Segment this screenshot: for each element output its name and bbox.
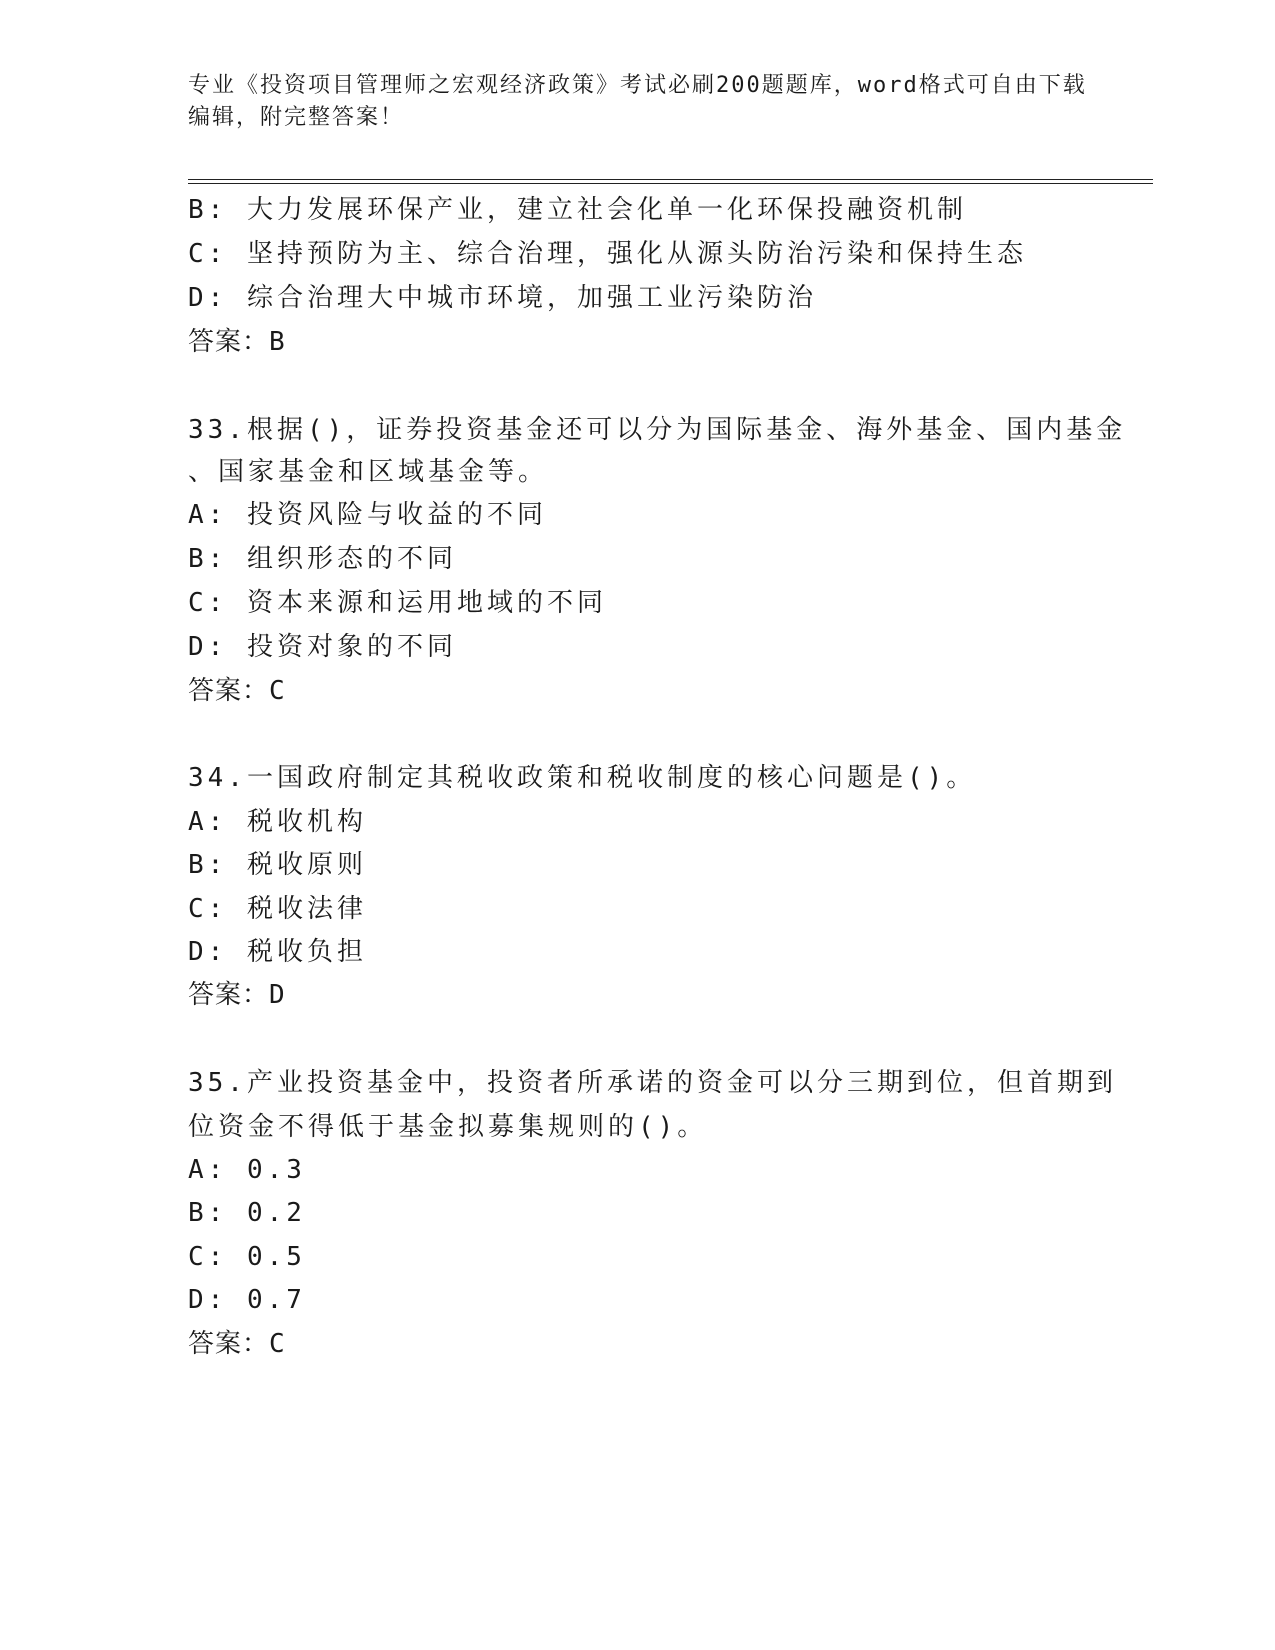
option-line: C: 坚持预防为主、综合治理，强化从源头防治污染和保持生态 [188, 239, 1027, 269]
option-line: D: 0.7 [188, 1285, 306, 1315]
option-line: D: 投资对象的不同 [188, 632, 457, 662]
option-line: C: 0.5 [188, 1242, 306, 1272]
question-line: 35.产业投资基金中，投资者所承诺的资金可以分三期到位，但首期到 [188, 1068, 1117, 1098]
option-line: D: 综合治理大中城市环境，加强工业污染防治 [188, 283, 817, 313]
question-line: 位资金不得低于基金拟募集规则的()。 [188, 1112, 708, 1142]
question-line: 33.根据()，证券投资基金还可以分为国际基金、海外基金、国内基金 [188, 415, 1127, 445]
header-rule-top [188, 179, 1153, 180]
option-line: B: 税收原则 [188, 850, 367, 880]
answer-line: 答案：B [188, 327, 286, 357]
option-line: B: 大力发展环保产业，建立社会化单一化环保投融资机制 [188, 195, 967, 225]
option-line: A: 投资风险与收益的不同 [188, 500, 547, 530]
option-line: A: 税收机构 [188, 807, 367, 837]
header-rule-bottom [188, 183, 1153, 184]
answer-line: 答案：D [188, 980, 286, 1010]
answer-line: 答案：C [188, 1329, 286, 1359]
answer-line: 答案：C [188, 676, 286, 706]
option-line: B: 组织形态的不同 [188, 544, 457, 574]
document-header: 专业《投资项目管理师之宏观经济政策》考试必刷200题题库，word格式可自由下载编辑，附完整答案！ [188, 73, 1087, 130]
option-line: D: 税收负担 [188, 937, 367, 967]
option-line: A: 0.3 [188, 1155, 306, 1185]
question-line: 、国家基金和区域基金等。 [188, 457, 549, 487]
question-line: 34.一国政府制定其税收政策和税收制度的核心问题是()。 [188, 763, 977, 793]
option-line: C: 资本来源和运用地域的不同 [188, 588, 607, 618]
option-line: B: 0.2 [188, 1198, 306, 1228]
option-line: C: 税收法律 [188, 894, 367, 924]
